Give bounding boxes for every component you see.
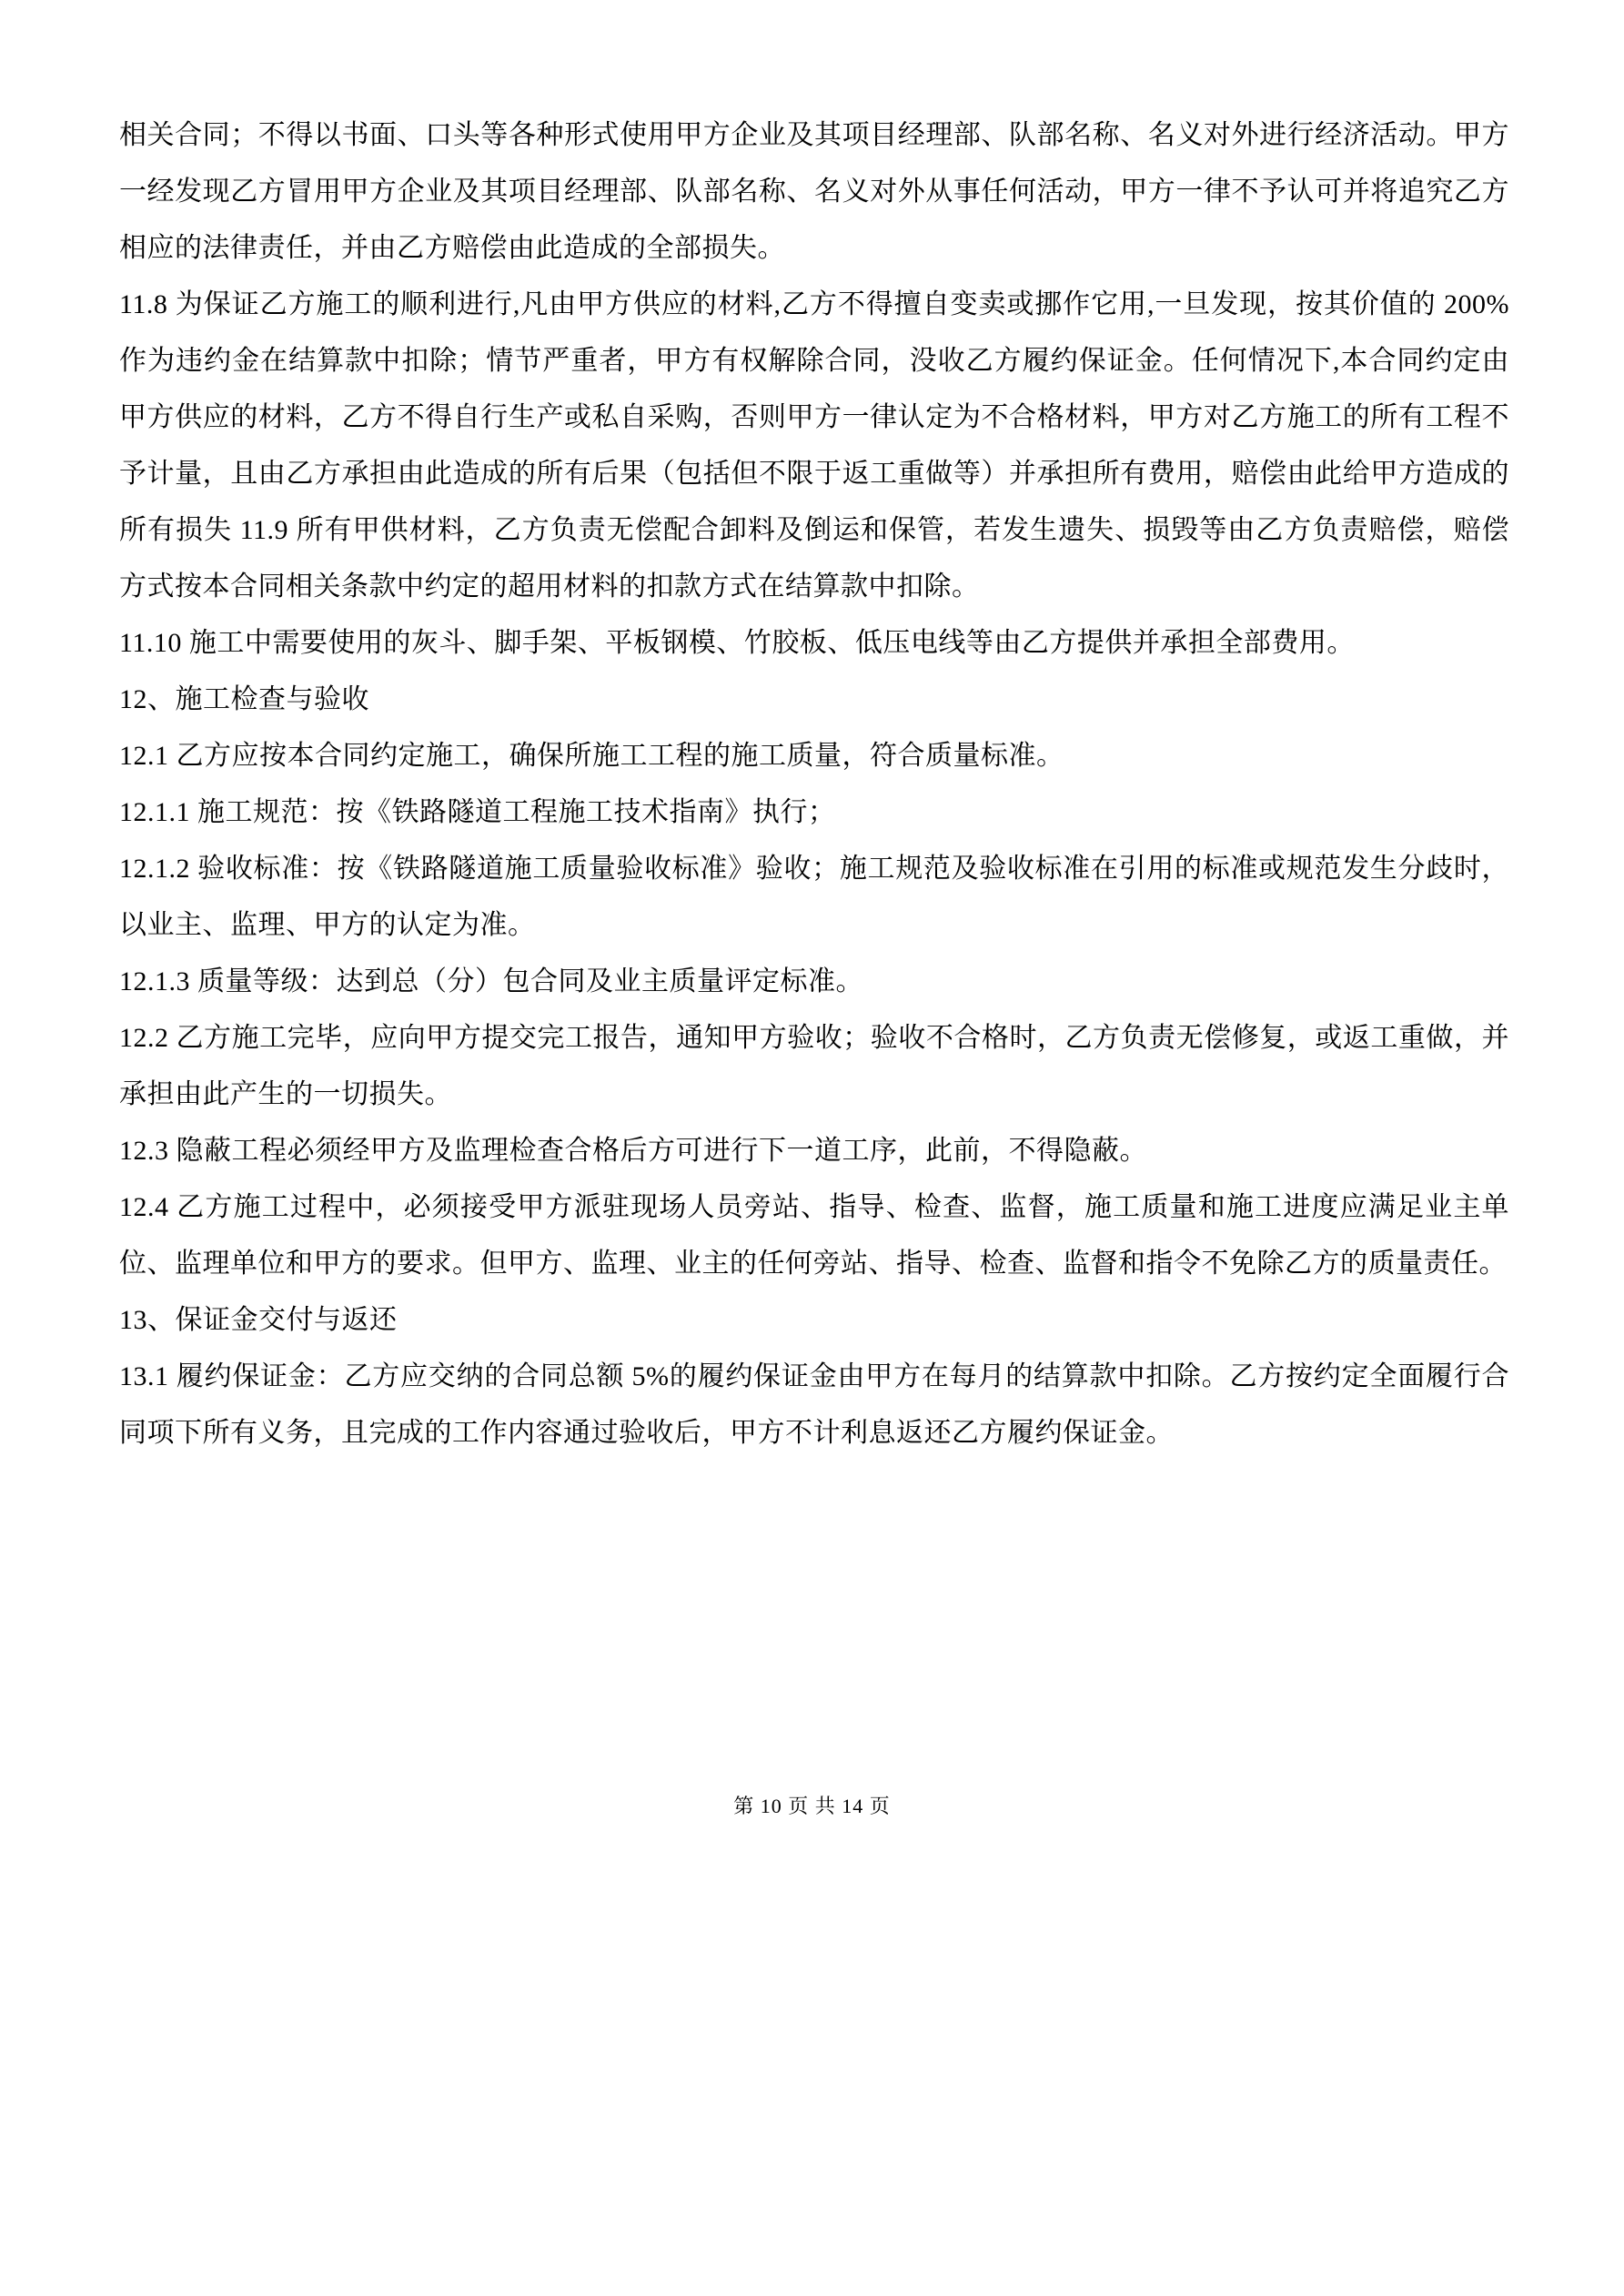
- section-heading-13: 13、保证金交付与返还: [119, 1305, 398, 1335]
- page-footer: 第 10 页 共 14 页: [733, 1795, 891, 1817]
- clause-12-1-2: 12.1.2 验收标准：按《铁路隧道施工质量验收标准》验收；施工规范及验收标准在引用的标准或规范发生分歧时，以业主、监理、甲方的认定为准。: [119, 854, 1509, 940]
- clause-12-3: 12.3 隐蔽工程必须经甲方及监理检查合格后方可进行下一道工序，此前，不得隐蔽。: [119, 1136, 1147, 1166]
- paragraph-continuation: 相关合同；不得以书面、口头等各种形式使用甲方企业及其项目经理部、队部名称、名义对外进行经济活动。甲方一经发现乙方冒用甲方企业及其项目经理部、队部名称、名义对外从事任何活动，甲方一律不予认可并将追究乙方相应的法律责任，并由乙方赔偿由此造成的全部损失。: [119, 120, 1509, 263]
- clause-12-2: 12.2 乙方施工完毕，应向甲方提交完工报告，通知甲方验收；验收不合格时，乙方负责无偿修复，或返工重做，并承担由此产生的一切损失。: [119, 1023, 1509, 1109]
- clause-11-10: 11.10 施工中需要使用的灰斗、脚手架、平板钢模、竹胶板、低压电线等由乙方提供并承担全部费用。: [119, 628, 1355, 658]
- clause-12-1-1: 12.1.1 施工规范：按《铁路隧道工程施工技术指南》执行；: [119, 797, 836, 827]
- clause-12-1-3: 12.1.3 质量等级：达到总（分）包合同及业主质量评定标准。: [119, 966, 863, 996]
- clause-12-4: 12.4 乙方施工过程中，必须接受甲方派驻现场人员旁站、指导、检查、监督，施工质量和施工进度应满足业主单位、监理单位和甲方的要求。但甲方、监理、业主的任何旁站、指导、检查、监督和指令不免除乙方的质量责任。: [119, 1192, 1509, 1279]
- section-heading-12: 12、施工检查与验收: [119, 684, 369, 714]
- document-content: [119, 107, 1509, 1462]
- clause-13-1: 13.1 履约保证金：乙方应交纳的合同总额 5%的履约保证金由甲方在每月的结算款中扣除。乙方按约定全面履行合同项下所有义务，且完成的工作内容通过验收后，甲方不计利息返还乙方履约保证金。: [119, 1361, 1509, 1448]
- clause-12-1: 12.1 乙方应按本合同约定施工，确保所施工工程的施工质量，符合质量标准。: [119, 741, 1064, 771]
- clause-11-8: 11.8 为保证乙方施工的顺利进行,凡由甲方供应的材料,乙方不得擅自变卖或挪作它用,一旦发现，按其价值的 200%作为违约金在结算款中扣除；情节严重者，甲方有权解除合同，没收乙方履约保证金。任何情况下,本合同约定由甲方供应的材料，乙方不得自行生产或私自采购，否则甲方一律认定为不合格材料，甲方对乙方施工的所有工程不予计量，且由乙方承担由此造成的所有后果（包括但不限于返工重做等）并承担所有费用，赔偿由此给甲方造成的所有损失 11.9 所有甲供材料，乙方负责无偿配合卸料及倒运和保管，若发生遗失、损毁等由乙方负责赔偿，赔偿方式按本合同相关条款中约定的超用材料的扣款方式在结算款中扣除。: [119, 289, 1509, 602]
